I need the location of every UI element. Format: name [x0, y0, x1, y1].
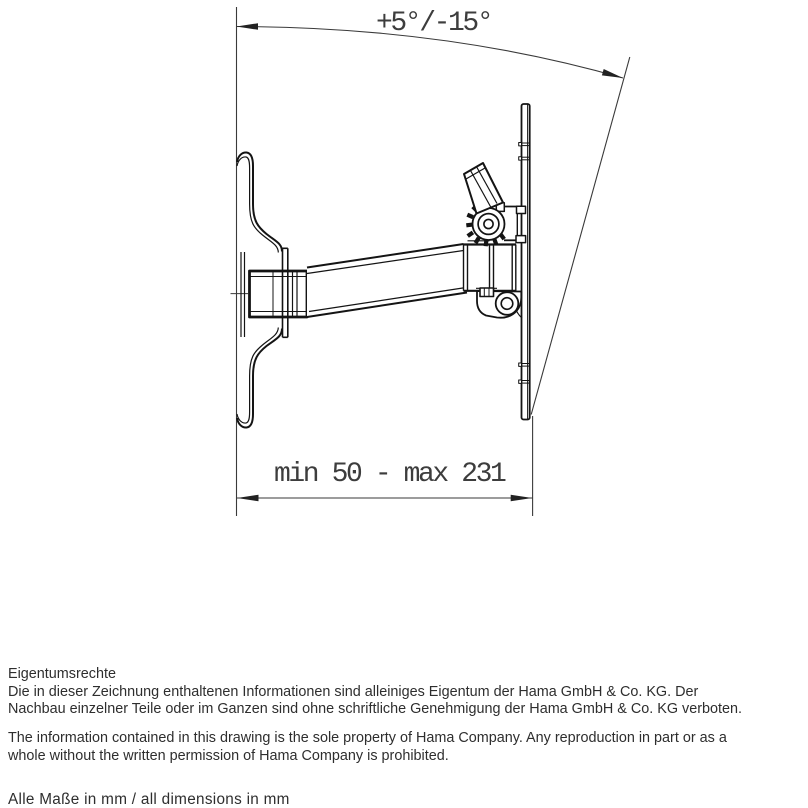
gear-axle-hole: [484, 219, 493, 228]
legal-en-line2: whole without the written permission of Hama Company is prohibited.: [8, 747, 449, 764]
ratchet-gear: [464, 163, 505, 246]
tilt-joint-housing: [464, 241, 517, 291]
clamp-pawl-tab: [480, 288, 494, 297]
legal-de-title: Eigentumsrechte: [8, 666, 116, 682]
legal-en-line1: The information contained in this drawing is the sole property of Hama Company. Any reproduction in part or as a: [8, 730, 727, 746]
wall-plate-outline-bottom: [237, 329, 282, 428]
extension-arm: [307, 244, 467, 317]
legal-de-line2: Nachbau einzelner Teile oder im Ganzen sind ohne schriftliche Genehmigung der Hama GmbH & Co. KG verboten.: [8, 701, 743, 718]
legal-de-line1: Die in dieser Zeichnung enthaltenen Informationen sind alleiniges Eigentum der Hama GmbH & Co. KG. Der: [8, 683, 699, 700]
legal-block-german: [8, 666, 742, 719]
swivel-block: [250, 248, 308, 337]
monitor-plate: [519, 104, 530, 420]
extension-range-label: min 50 - max 231: [274, 459, 505, 490]
tilt-range-label: +5°/-15°: [376, 8, 492, 39]
lower-clamp: [476, 288, 522, 318]
wall-plate-outline-top: [237, 152, 282, 251]
units-note: Alle Maße in mm / all dimensions in mm: [8, 791, 290, 808]
tilt-lever: [464, 163, 503, 214]
clamp-screw-socket: [501, 298, 513, 310]
legal-block-english: [8, 730, 727, 765]
tilted-plate-line: [531, 57, 630, 415]
